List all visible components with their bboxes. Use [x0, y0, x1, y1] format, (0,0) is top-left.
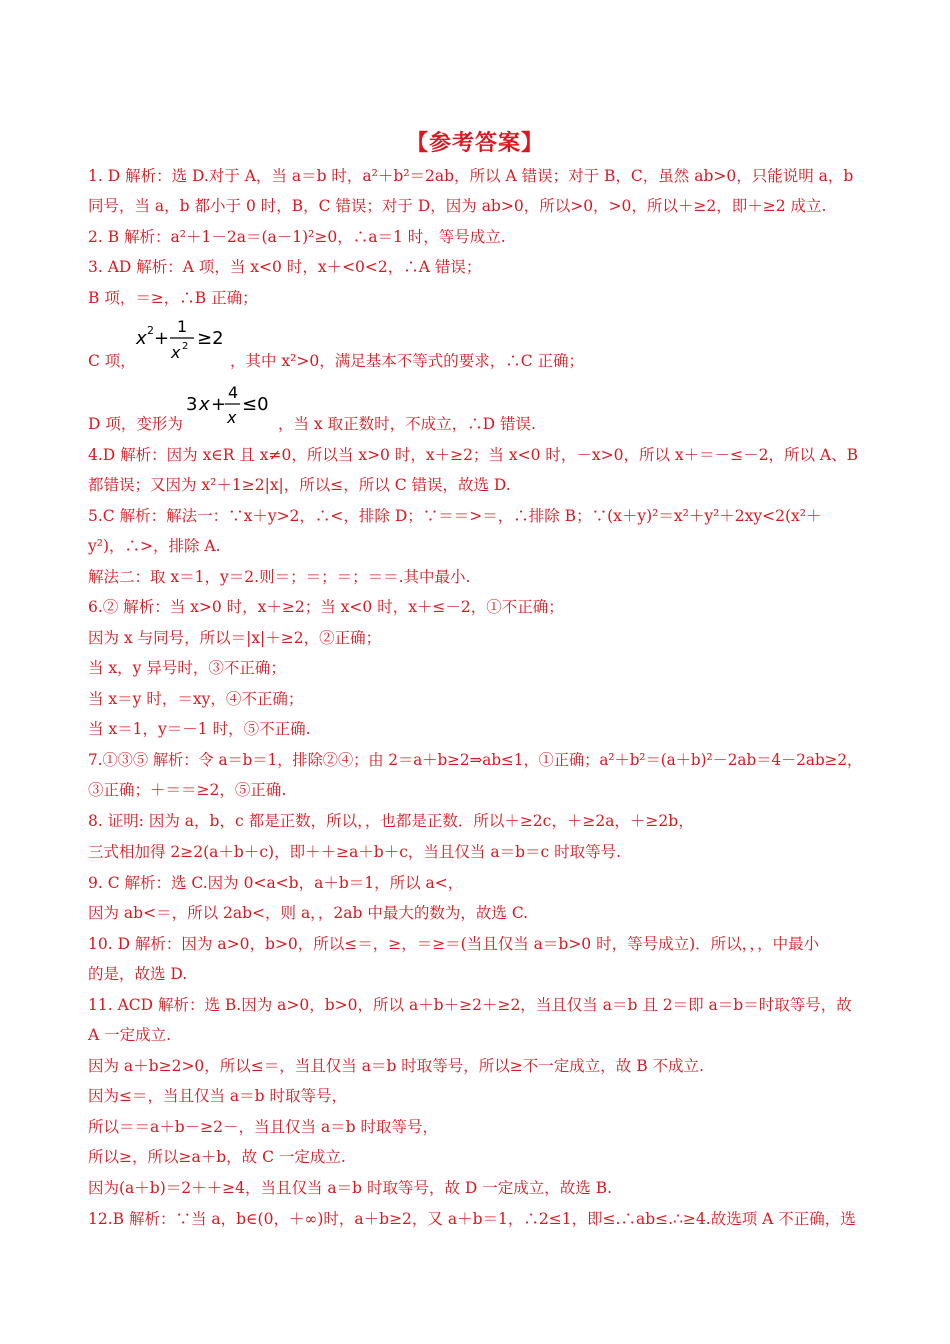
text-line: 12.B 解析：∵当 a，b∈(0，＋∞)时，a＋b≥2，又 a＋b＝1，∴2≤1，即≤.∴ab≤.∴≥4.故选项 A 不正确，选 [88, 1210, 856, 1228]
formula-d-rel: ≤0 [242, 394, 269, 415]
text-line: 因为 x 与同号，所以＝|x|＋≥2，②正确； [88, 629, 382, 647]
text-line: ，当 x 取正数时，不成立，∴D 错误. [278, 415, 536, 433]
formula-d-var: x [199, 394, 210, 415]
text-line: 当 x＝y 时，＝xy，④不正确； [88, 690, 304, 708]
text-line: 解法二：取 x＝1，y＝2.则＝；＝；＝；＝＝.其中最小. [88, 568, 471, 586]
text-line: 因为 a＋b≥2>0，所以≤＝，当且仅当 a＝b 时取等号，所以≥不一定成立，故 B 不成立. [88, 1057, 704, 1075]
formula-d-plus: + [211, 394, 227, 415]
text-line: 7.①③⑤ 解析：令 a＝b＝1，排除②④；由 2＝a＋b≥2⇒ab≤1，①正确；a²＋b²＝(a＋b)²－2ab＝4－2ab≥2， [88, 751, 863, 769]
text-line: 都错误；又因为 x²＋1≥2|x|，所以≤，所以 C 错误，故选 D. [88, 476, 511, 494]
text-line: 5.C 解析：解法一：∵x＋y>2，∴<，排除 D；∵＝＝>＝，∴排除 B；∵(x＋y)²＝x²＋y²＋2xy<2(x²＋ [88, 507, 822, 525]
text-line: C 项， [88, 352, 136, 370]
text-line: 因为≤＝，当且仅当 a＝b 时取等号， [88, 1087, 348, 1105]
formula-c-var: x [136, 328, 147, 349]
formula-c-plus: + [154, 328, 170, 349]
formula-d-den: x [227, 408, 237, 427]
formula-c-rel: ≥2 [197, 328, 224, 349]
text-line: 6.② 解析：当 x>0 时，x＋≥2；当 x<0 时，x＋≤－2，①不正确； [88, 598, 564, 616]
text-line: 所以≥，所以≥a＋b，故 C 一定成立. [88, 1148, 346, 1166]
text-line: y²)，∴>，排除 A. [88, 537, 221, 555]
text-line: 10. D 解析：因为 a>0，b>0，所以≤＝，≥，＝≥＝(当且仅当 a＝b>0 时，等号成立)．所以，，，中最小 [88, 935, 820, 953]
text-line: 3. AD 解析：A 项，当 x<0 时，x＋<0<2，∴A 错误； [88, 258, 482, 276]
formula-c [134, 316, 234, 364]
text-line: ③正确；＋＝＝≥2，⑤正确. [88, 781, 287, 799]
text-line: 9. C 解析：选 C.因为 0<a<b，a＋b＝1，所以 a<， [88, 874, 464, 892]
text-line: 8. 证明: 因为 a，b，c 都是正数，所以，，也都是正数．所以＋≥2c，＋≥2a，＋≥2b， [88, 812, 694, 830]
formula-c-den-exp: 2 [182, 341, 189, 352]
text-line: 因为(a＋b)＝2＋＋≥4，当且仅当 a＝b 时取等号，故 D 一定成立，故选 B. [88, 1179, 613, 1197]
text-line: 2. B 解析：a²＋1－2a＝(a－1)²≥0，∴a＝1 时，等号成立. [88, 228, 506, 246]
text-line: 4.D 解析：因为 x∈R 且 x≠0，所以当 x>0 时，x＋≥2；当 x<0 时，－x>0，所以 x＋＝－≤－2，所以 A、B [88, 446, 858, 464]
text-line: 因为 ab<＝，所以 2ab<，则 a，，2ab 中最大的数为，故选 C. [88, 904, 529, 922]
text-line: 的是，故选 D. [88, 965, 188, 983]
page-title: 【参考答案】 [405, 130, 544, 156]
text-line: 1. D 解析：选 D.对于 A，当 a＝b 时，a²＋b²＝2ab，所以 A 错误；对于 B，C，虽然 ab>0，只能说明 a，b [88, 167, 854, 185]
text-line: A 一定成立. [88, 1026, 172, 1044]
formula-d-num: 4 [228, 383, 239, 402]
formula-d [184, 380, 280, 428]
text-line: ，其中 x²>0，满足基本不等式的要求，∴C 正确； [230, 352, 585, 370]
text-line: 所以＝＝a＋b－≥2－，当且仅当 a＝b 时取等号， [88, 1118, 439, 1136]
formula-c-exp: 2 [147, 324, 154, 337]
text-line: 三式相加得 2≥2(a＋b＋c)，即＋＋≥a＋b＋c，当且仅当 a＝b＝c 时取等号. [88, 843, 622, 861]
formula-c-den: x [171, 343, 181, 362]
text-line: B 项，＝≥，∴B 正确； [88, 289, 258, 307]
formula-d-coef: 3 [186, 394, 198, 415]
text-line: 11. ACD 解析：选 B.因为 a>0，b>0，所以 a＋b＋≥2＋≥2，当且仅当 a＝b 且 2＝即 a＝b＝时取等号，故 [88, 996, 852, 1014]
text-line: 当 x＝1，y＝－1 时，⑤不正确. [88, 720, 311, 738]
text-line: D 项，变形为 [88, 415, 183, 433]
text-line: 当 x，y 异号时，③不正确； [88, 659, 286, 677]
formula-c-num: 1 [177, 317, 188, 336]
text-line: 同号，当 a，b 都小于 0 时，B，C 错误；对于 D，因为 ab>0，所以>0，>0，所以＋≥2，即＋≥2 成立. [88, 197, 827, 215]
